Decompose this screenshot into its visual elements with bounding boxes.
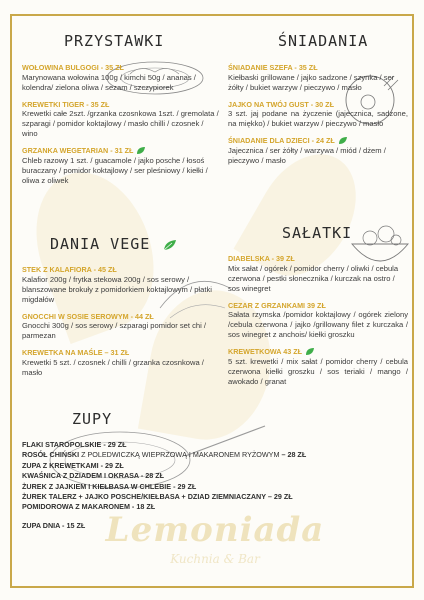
item-description: Jajecznica / ser żółty / warzywa / miód / dżem / pieczywo / masło [228,145,386,165]
item-description: Marynowana wołowina 100g / kimchi 50g / ananas / kolendra/ zielona oliwa / sezam / szczypiorek [22,72,196,92]
menu-item [228,100,408,130]
leaf-icon [136,146,146,155]
soup-item: POMIDOROWA Z MAKARONEM - 18 ZŁ [22,502,156,512]
menu-item [22,348,220,378]
item-description: 5 szt. krewetki / mix sałat / pomidor cherry / cebula czerwona kiełki groszku / sos teriaki / mango / awokado / granat [228,356,408,386]
item-description: Sałata rzymska /pomidor koktajlowy / ogórek zielony /cebula czerwona / jajko /grillowany filet z kurczaka / sos winegret z anchois/ kiełki groszku [228,310,408,339]
heading-dania-vege-wrap [50,235,177,253]
soup-item: FLAKI STAROPOLSKIE - 29 ZŁ [22,440,127,449]
heading-zupy: ZUPY [72,410,113,428]
watermark-logo: Lemoniada [105,510,325,550]
heading-przystawki: PRZYSTAWKI [64,32,165,50]
soup-item: ŻUREK TALERZ + JAJKO POSCHE/KIEŁBASA + DZIAD ZIEMNIACZANY – 29 ZŁ [22,492,293,502]
item-name: JAJKO NA TWÓJ GUST - 30 ZŁ [228,99,334,109]
section-przystawki [22,63,220,193]
item-name: STEK Z KALAFIORA - 45 ZŁ [22,265,117,274]
item-name: DIABELSKA - 39 ZŁ [228,254,295,263]
soup-item: KWAŚNICA Z DZIADEM I OKRASA - 28 ZŁ [22,471,165,481]
watermark-subtitle: Kuchnia & Bar [170,552,260,566]
menu-item [228,136,408,166]
menu-item [228,347,408,387]
heading-salatki: SAŁATKI [282,224,353,242]
menu-item [22,265,220,305]
section-zupy [22,440,412,531]
item-description: Mix sałat / ogórek / pomidor cherry / oliwki / cebula czerwona / pestki słonecznika / kurczak na ostro / sos winegret [228,263,399,293]
menu-item [22,100,220,140]
item-name: WOŁOWINA BULGOGI - 35 ZŁ [22,63,124,72]
item-description: Krewetki 5 szt. / czosnek / chilli / grzanka czosnkowa / masło [22,357,204,377]
leaf-icon [305,347,315,356]
section-dania-vege [22,265,220,385]
item-name: ŚNIADANIE SZEFA - 35 ZŁ [228,63,318,72]
item-name: KREWETKI TIGER - 35 ZŁ [22,99,110,109]
soup-of-the-day: ZUPA DNIA - 15 ZŁ [22,520,86,530]
item-description: Krewetki całe 2szt. /grzanka czosnkowa 1szt. / gremolata / szparagi / pomidor koktajlowy / masło chilli / czosnek / wino [22,109,219,138]
menu-item [22,312,220,342]
item-name: CEZAR Z GRZANKAMI 39 ZŁ [228,300,326,310]
menu-item [228,63,408,93]
item-description: 3 szt. jaj podane na życzenie (jajecznica, sadzone, na miękko) / bukiet warzyw / pieczywo / masło [228,109,408,128]
item-name: ŚNIADANIE DLA DZIECI - 24 ZŁ [228,136,408,146]
item-description: Chleb razowy 1 szt. / guacamole / jajko posche / łosoś buraczany / pomidor koktajlowy / ser pleśniowy / kiełki / oliwa z oliwek [22,155,208,185]
leaf-icon [338,136,348,145]
item-description: Kiełbaski grillowane / jajko sadzone / szynka / ser żółty / bukiet warzyw / pieczywo / masło [228,72,395,92]
item-name: GNOCCHI W SOSIE SEROWYM - 44 ZŁ [22,311,154,321]
menu-item [228,254,408,294]
section-sniadania [228,63,408,173]
section-salatki [228,254,408,394]
soup-item: ZUPA Z KREWETKAMI - 29 ZŁ [22,460,124,470]
heading-dania-vege: DANIA VEGE [50,235,151,253]
item-name: KREWETKOWA 43 ZŁ [228,347,408,357]
soup-item: ŻUREK Z JAJKIEM I KIEŁBASA W CHLEBIE - 29 ZŁ [22,481,197,491]
heading-sniadania: ŚNIADANIA [278,32,369,50]
item-description: Gnocchi 300g / sos serowy / szparagi pomidor set chi / parmezan [22,321,207,340]
leaf-icon [163,239,177,251]
item-name: KREWETKA NA MAŚLE – 31 ZŁ [22,348,130,357]
item-description: Kalafior 200g / frytka stekowa 200g / sos serowy / blanszowane brokuły z pomidorkiem koktajlowym / płatki migdałów [22,274,212,304]
menu-item [228,301,408,341]
menu-item [22,146,220,186]
item-name: GRZANKA WEGETARIAN - 31 ZŁ [22,146,220,156]
soup-item: ROSÓŁ CHIŃSKI Z POLEDWICZKĄ WIEPRZOWĄ I MAKARONEM RYŻOWYM – 28 ZŁ [22,450,307,460]
menu-item [22,63,220,93]
